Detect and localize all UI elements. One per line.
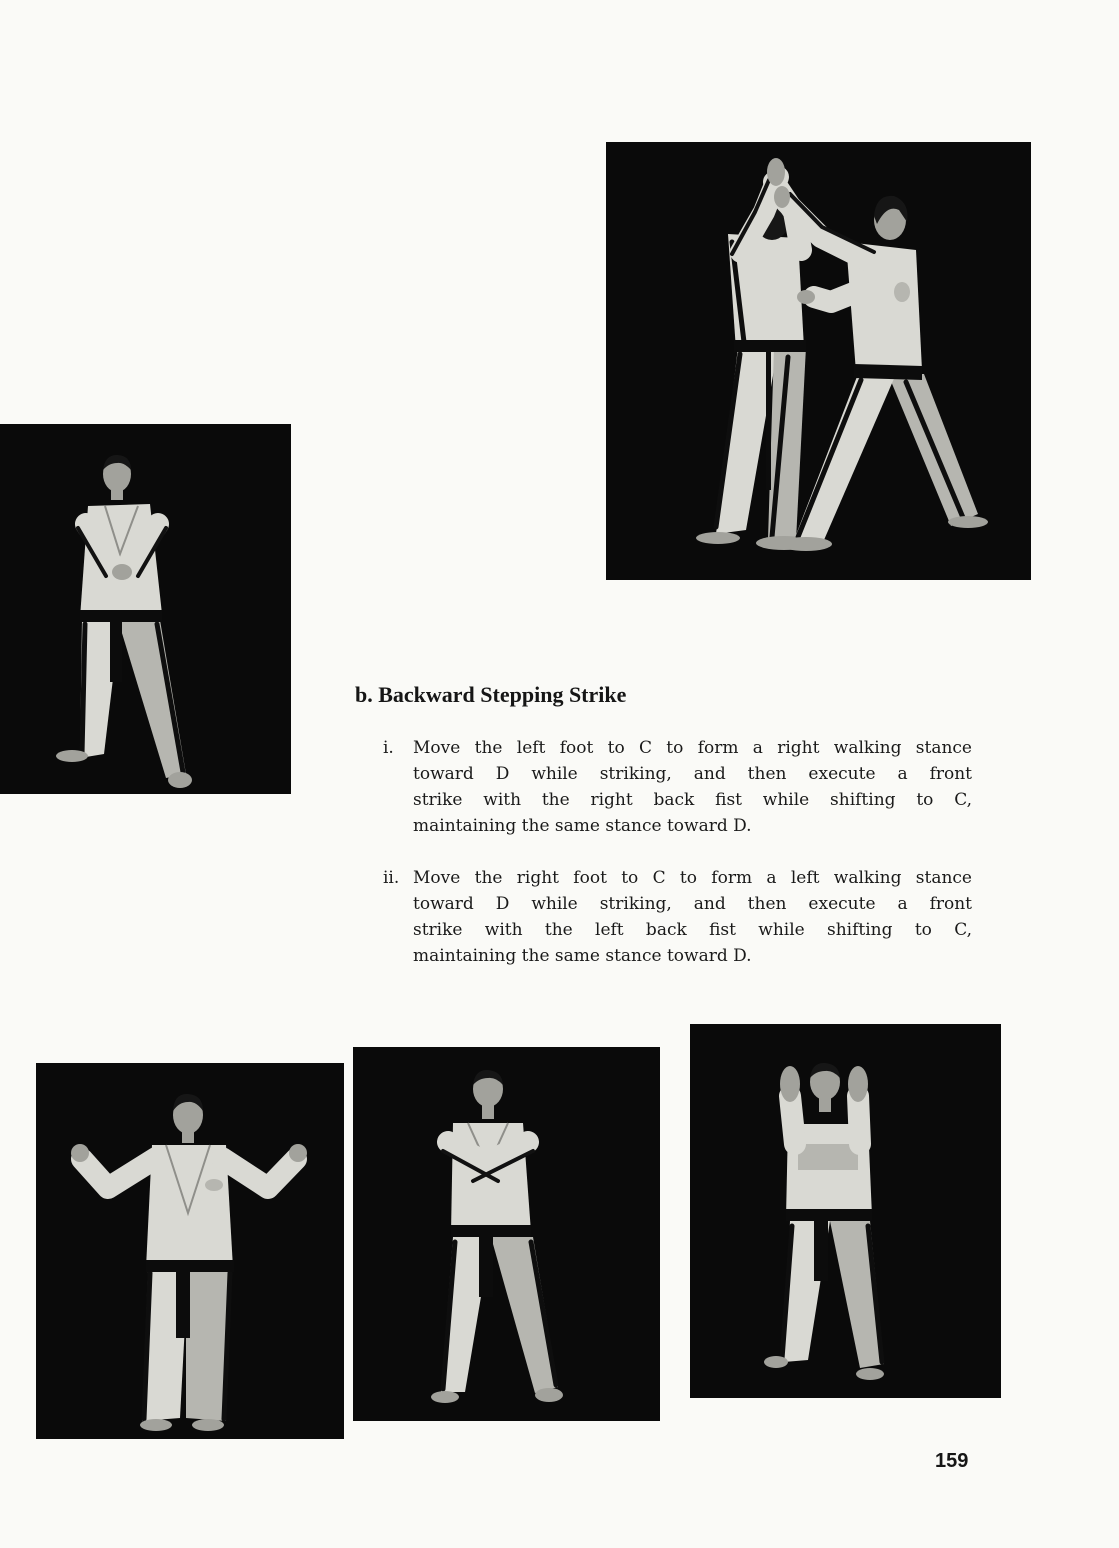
figure	[764, 1063, 884, 1380]
step-text	[413, 735, 972, 839]
figure	[431, 1070, 563, 1403]
section-heading: b. Backward Stepping Strike	[355, 682, 627, 707]
belt	[734, 340, 806, 352]
photo-sparring-pair	[606, 142, 1031, 580]
step-marker: ii.	[383, 868, 400, 888]
photo-bottom-1	[36, 1063, 344, 1439]
figure	[71, 1094, 307, 1431]
photo-sparring-pair-image	[606, 142, 1031, 580]
step-line: strike with the left back fist while shifting to C,	[413, 920, 972, 940]
step-marker: i.	[383, 738, 394, 758]
step-line: maintaining the same stance toward D.	[413, 816, 752, 836]
belt	[451, 1225, 531, 1237]
photo-crossed-arms-left-image	[0, 424, 291, 794]
photo-bottom-1-image	[36, 1063, 344, 1439]
page-number: 159	[935, 1450, 969, 1472]
photo-bottom-3	[690, 1024, 1001, 1398]
belt	[786, 1209, 872, 1221]
photo-bottom-2	[353, 1047, 660, 1421]
photo-crossed-arms-left	[0, 424, 291, 794]
step-line: toward D while striking, and then execute a front	[413, 894, 972, 914]
photo-bottom-2-image	[353, 1047, 660, 1421]
photo-bottom-3-image	[690, 1024, 1001, 1398]
step-text	[413, 865, 972, 969]
step-line: Move the right foot to C to form a left walking stance	[413, 868, 972, 888]
step-line: maintaining the same stance toward D.	[413, 946, 752, 966]
figure	[56, 455, 192, 788]
step-line: Move the left foot to C to form a right walking stance	[413, 738, 972, 758]
step-line: strike with the right back fist while shifting to C,	[413, 790, 972, 810]
step-line: toward D while striking, and then execute a front	[413, 764, 972, 784]
belt	[854, 364, 922, 380]
belt	[80, 610, 162, 622]
